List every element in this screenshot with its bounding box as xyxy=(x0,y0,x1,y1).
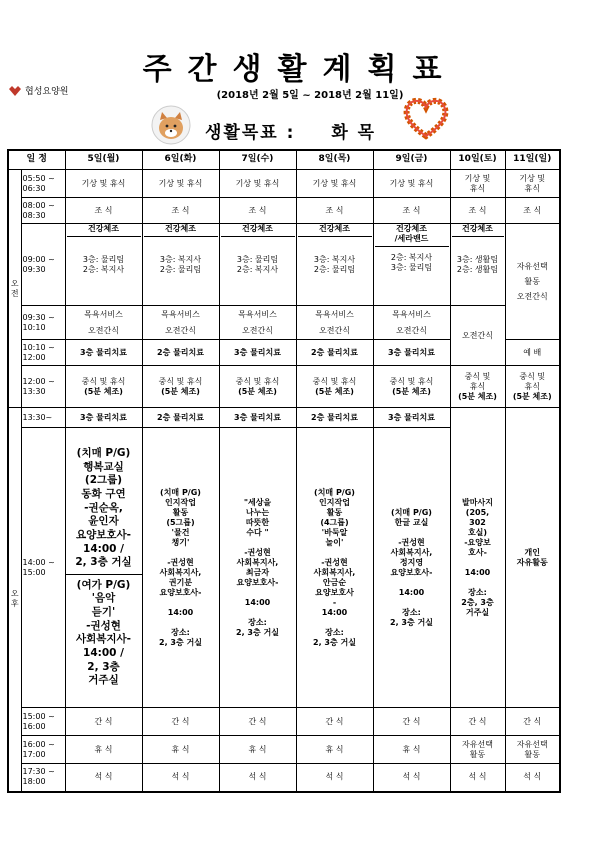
schedule-cell: 2층 물리치료 xyxy=(142,408,219,428)
schedule-cell: 목욕서비스 오전간식 xyxy=(373,306,450,340)
schedule-cell: 휴 식 xyxy=(142,736,219,764)
goal-value: 화 목 xyxy=(331,123,377,143)
schedule-period: (2018년 2월 5일 ~ 2018년 2월 11일) xyxy=(216,90,404,101)
time-cell: 14:00 ~ 15:00 xyxy=(21,428,65,708)
schedule-cell xyxy=(450,366,505,408)
table-row xyxy=(8,170,560,198)
org-logo-icon xyxy=(8,85,22,97)
exercise-text: (5분 체조) xyxy=(392,386,431,396)
time-cell: 13:30~ xyxy=(21,408,65,428)
lunch-text: 중식 및 휴식 xyxy=(464,371,491,391)
schedule-cell xyxy=(296,366,373,408)
schedule-cell: 3층 물리치료 xyxy=(65,340,142,366)
staff-note: 3층: 생활팀 2층: 생활팀 xyxy=(456,255,499,274)
schedule-cell: 목욕서비스 오전간식 xyxy=(219,306,296,340)
schedule-cell: 기상 및 휴식 xyxy=(219,170,296,198)
schedule-cell: 석 식 xyxy=(219,764,296,792)
time-cell: 08:00 ~ 08:30 xyxy=(21,198,65,224)
schedule-cell: 오전간식 xyxy=(450,306,505,366)
exercise-text: (5분 체조) xyxy=(84,386,123,396)
schedule-cell: 기상 및 휴식 xyxy=(373,170,450,198)
lunch-text: 중식 및 휴식 xyxy=(389,376,434,386)
lunch-text: 중식 및 휴식 xyxy=(81,376,126,386)
schedule-cell: 휴 식 xyxy=(373,736,450,764)
schedule-cell xyxy=(219,224,296,306)
table-row xyxy=(8,408,560,428)
page-title: 주간생활계획표 xyxy=(142,52,458,87)
schedule-cell: 3층 물리치료 xyxy=(373,340,450,366)
schedule-cell: 간 식 xyxy=(505,708,560,736)
schedule-cell: 2층 물리치료 xyxy=(296,340,373,366)
schedule-cell: 간 식 xyxy=(65,708,142,736)
time-cell: 16:00 ~ 17:00 xyxy=(21,736,65,764)
time-cell: 05:50 ~ 06:30 xyxy=(21,170,65,198)
schedule-cell: 휴 식 xyxy=(296,736,373,764)
schedule-cell: 석 식 xyxy=(450,764,505,792)
schedule-cell: (치매 P/G) 한글 교실 -권성현 사회복지사, 정지영 요양보호사- 14:00 장소: 2, 3층 거실 xyxy=(373,428,450,708)
lunch-text: 중식 및 휴식 xyxy=(235,376,280,386)
schedule-cell: 목욕서비스 오전간식 xyxy=(142,306,219,340)
schedule-cell: 조 식 xyxy=(296,198,373,224)
schedule-cell: 기상 및 휴식 xyxy=(450,170,505,198)
schedule-cell: (치매 P/G) 인지작업 활동 (4그룹) '바둑알 놀이' -권성현 사회복지사, 안금순 요양보호사 - 14:00 장소: 2, 3층 거실 xyxy=(296,428,373,708)
schedule-cell: 2층 물리치료 xyxy=(296,408,373,428)
schedule-cell xyxy=(65,428,142,708)
schedule-cell: 석 식 xyxy=(296,764,373,792)
staff-note: 3층: 물리팀 2층: 복지사 xyxy=(236,255,279,274)
header-row xyxy=(8,150,560,170)
schedule-cell: 2층 물리치료 xyxy=(142,340,219,366)
schedule-cell: 조 식 xyxy=(142,198,219,224)
schedule-cell: 조 식 xyxy=(505,198,560,224)
schedule-cell: 조 식 xyxy=(373,198,450,224)
schedule-cell xyxy=(296,224,373,306)
schedule-cell xyxy=(65,366,142,408)
exercise-text: (5분 체조) xyxy=(315,386,354,396)
schedule-cell: 조 식 xyxy=(219,198,296,224)
health-exercise: 건강체조 xyxy=(221,224,295,237)
schedule-cell xyxy=(65,224,142,306)
schedule-cell: 간 식 xyxy=(219,708,296,736)
time-cell: 12:00 ~ 13:30 xyxy=(21,366,65,408)
col-header-tue: 6일(화) xyxy=(142,150,219,170)
weekly-schedule-table xyxy=(7,149,561,793)
schedule-cell: 휴 식 xyxy=(65,736,142,764)
schedule-cell: 간 식 xyxy=(296,708,373,736)
health-exercise: 건강체조 xyxy=(298,224,372,237)
schedule-cell: 발마사지 (205, 302 호실) -요양보 호사- 14:00 장소: 2층, 3층 거주실 xyxy=(450,408,505,708)
schedule-cell: 기상 및 휴식 xyxy=(142,170,219,198)
col-header-wed: 7일(수) xyxy=(219,150,296,170)
col-header-sat: 10일(토) xyxy=(450,150,505,170)
time-cell: 09:00 ~ 09:30 xyxy=(21,224,65,306)
dementia-program: (치매 P/G) 행복교실 (2그룹) 동화 구연 -권순옥, 윤인자 요양보호사- 14:00 / 2, 3층 거실 xyxy=(66,443,142,575)
schedule-cell xyxy=(450,224,505,306)
heart-wreath-image xyxy=(402,96,450,140)
schedule-cell xyxy=(219,366,296,408)
table-row xyxy=(8,306,560,340)
schedule-cell xyxy=(505,366,560,408)
schedule-cell: 3층 물리치료 xyxy=(219,340,296,366)
schedule-cell: 3층 물리치료 xyxy=(219,408,296,428)
time-cell: 09:30 ~ 10:10 xyxy=(21,306,65,340)
schedule-cell: 석 식 xyxy=(65,764,142,792)
schedule-cell: 석 식 xyxy=(142,764,219,792)
table-row xyxy=(8,366,560,408)
schedule-cell: 예 배 xyxy=(505,340,560,366)
schedule-cell: 기상 및 휴식 xyxy=(296,170,373,198)
time-cell: 10:10 ~ 12:00 xyxy=(21,340,65,366)
am-label: 오 전 xyxy=(8,170,21,408)
staff-note: 2층: 복지사 3층: 물리팀 xyxy=(390,253,433,272)
goal-label: 생활목표 : xyxy=(205,123,296,143)
dog-image xyxy=(148,104,194,146)
schedule-cell: 석 식 xyxy=(373,764,450,792)
schedule-cell: 간 식 xyxy=(142,708,219,736)
schedule-cell xyxy=(142,224,219,306)
schedule-cell: 휴 식 xyxy=(219,736,296,764)
table-row xyxy=(8,708,560,736)
health-exercise: 건강체조 xyxy=(144,224,218,237)
health-exercise: 건강체조 xyxy=(67,224,141,237)
col-header-fri: 9일(금) xyxy=(373,150,450,170)
schedule-cell: 목욕서비스 오전간식 xyxy=(65,306,142,340)
table-row xyxy=(8,224,560,306)
pm-label: 오 후 xyxy=(8,408,21,792)
schedule-cell: 3층 물리치료 xyxy=(373,408,450,428)
schedule-cell: 조 식 xyxy=(65,198,142,224)
health-exercise: 건강체조 xyxy=(452,224,504,237)
exercise-text: (5분 체조) xyxy=(161,386,200,396)
table-row xyxy=(8,764,560,792)
staff-note: 3층: 복지사 2층: 물리팀 xyxy=(159,255,202,274)
schedule-cell: 3층 물리치료 xyxy=(65,408,142,428)
exercise-text: (5분 체조) xyxy=(512,391,552,401)
schedule-cell xyxy=(142,366,219,408)
schedule-cell: 조 식 xyxy=(450,198,505,224)
schedule-cell: 자유선택 활동 xyxy=(505,736,560,764)
exercise-text: (5분 체조) xyxy=(238,386,277,396)
schedule-cell xyxy=(373,366,450,408)
staff-note: 3층: 복지사 2층: 물리팀 xyxy=(313,255,356,274)
schedule-cell: 기상 및 휴식 xyxy=(505,170,560,198)
col-header-time: 일 정 xyxy=(8,150,65,170)
schedule-cell: 석 식 xyxy=(505,764,560,792)
col-header-mon: 5일(월) xyxy=(65,150,142,170)
schedule-cell: (치매 P/G) 인지작업 활동 (5그룹) '물건 챙기' -권성현 사회복지사, 권기분 요양보호사- 14:00 장소: 2, 3층 거실 xyxy=(142,428,219,708)
schedule-cell xyxy=(373,224,450,306)
exercise-text: (5분 체조) xyxy=(458,391,497,401)
lunch-text: 중식 및 휴식 xyxy=(158,376,203,386)
org-name: 협성요양원 xyxy=(25,87,69,97)
schedule-cell: 목욕서비스 오전간식 xyxy=(296,306,373,340)
health-exercise: 건강체조 /세라밴드 xyxy=(375,224,449,247)
time-cell: 15:00 ~ 16:00 xyxy=(21,708,65,736)
life-goal xyxy=(205,118,376,143)
schedule-cell: 간 식 xyxy=(450,708,505,736)
schedule-cell: 개인 자유활동 xyxy=(505,408,560,708)
schedule-cell: 간 식 xyxy=(373,708,450,736)
org-logo xyxy=(8,84,68,97)
table-row xyxy=(8,198,560,224)
col-header-thu: 8일(목) xyxy=(296,150,373,170)
schedule-cell: "세상을 나누는 따뜻한 수다 " -권성현 사회복지사, 최금자 요양보호사- 14:00 장소: 2, 3층 거실 xyxy=(219,428,296,708)
staff-note: 3층: 물리팀 2층: 복지사 xyxy=(82,255,125,274)
lunch-text: 중식 및 휴식 xyxy=(312,376,357,386)
schedule-cell: 기상 및 휴식 xyxy=(65,170,142,198)
time-cell: 17:30 ~ 18:00 xyxy=(21,764,65,792)
schedule-cell: 자유선택 활동 오전간식 xyxy=(505,224,560,340)
table-row xyxy=(8,736,560,764)
col-header-sun: 11일(일) xyxy=(505,150,560,170)
leisure-program: (여가 P/G) '음악 듣기' -권성현 사회복지사- 14:00 / 2, 3층 거주실 xyxy=(75,578,132,687)
lunch-text: 중식 및 휴식 xyxy=(519,371,546,391)
schedule-cell: 자유선택 활동 xyxy=(450,736,505,764)
